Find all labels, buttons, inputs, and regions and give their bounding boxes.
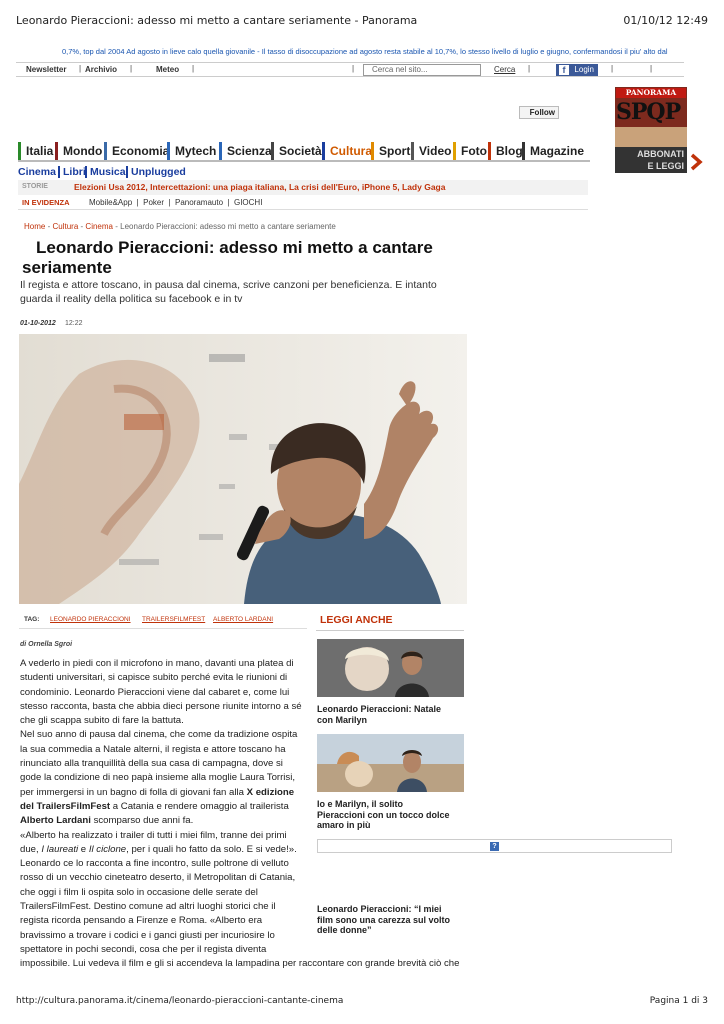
body-text-run: due, [20,843,42,855]
related-article-link[interactable] [317,704,467,725]
body-text-run: scomparso due anni fa. [90,815,194,827]
body-line: rinunciato alla tranquillità della sua casa di campagna, dove si [20,758,283,770]
storie-links: Elezioni Usa 2012, Intercettazioni: una piaga italiana, La crisi dell'Euro, iPhone 5, Lady Gaga [74,182,446,192]
nav-blog[interactable]: Blog [488,142,523,160]
body-bold-run: X edizione [246,786,295,798]
storie-link[interactable]: La crisi dell'Euro [288,182,358,192]
evidenza-link[interactable]: Panoramauto [174,198,224,207]
breadcrumb [24,222,336,231]
related-title-line: Pieraccioni con un tocco dolce [317,809,450,820]
article-date: 01-10-2012 [20,320,56,327]
article-title [22,238,472,278]
related-article-link[interactable] [317,904,467,936]
chevron-right-icon[interactable] [689,153,703,171]
separator: | [352,64,355,73]
separator: | [611,64,614,73]
nav-mondo[interactable]: Mondo [55,142,102,160]
ad-cta-line2: E LEGGI [647,161,684,171]
body-italic-run: Il ciclone [88,843,127,855]
separator: | [192,64,195,73]
body-line: bravissimo a trovare i codici e i ganci giusti per incuriosire lo [20,929,275,941]
subnav-unplugged[interactable]: Unplugged [126,166,186,178]
body-text-run: a Catania e rendere omaggio al trailerista [110,800,289,812]
nav-economia[interactable]: Economia [104,142,169,160]
print-footer-page: Pagina 1 di 3 [649,996,708,1006]
body-text-run: , per i quali ho fatto da solo. E si vede!». [126,843,297,855]
separator: | [528,64,531,73]
body-italic-run: I laureati [41,843,79,855]
nav-italia[interactable]: Italia [18,142,53,160]
related-article-link[interactable] [317,799,467,831]
print-footer-url: http://cultura.panorama.it/cinema/leonardo-pieraccioni-cantante-cinema [16,996,344,1006]
breadcrumb-cinema[interactable]: Cinema [85,222,113,231]
nav-scienza[interactable]: Scienza [219,142,272,160]
breadcrumb-separator: - [80,222,84,231]
facebook-login-button[interactable] [556,64,598,76]
article-tags [19,612,307,629]
tags-label: TAG: [24,616,40,623]
article-subtitle-line2: guarda il reality della politica su facebook e in tv [20,293,243,305]
body-line: Nel suo anno di pausa dal cinema, che come da tradizione ospita [20,729,298,741]
storie-row [18,180,588,195]
magazine-ad[interactable] [615,87,687,173]
news-ticker[interactable]: 0,7%, top dal 2004 Ad agosto in lieve calo quella giovanile - Il tasso di disoccupazione ad agosto resta stabile al 10,7%, lo stesso livello di luglio e giugno, confermandosi il piu' alto dal [62,47,668,56]
search-input[interactable]: Cerca nel sito... [363,64,481,76]
archivio-link[interactable]: Archivio [85,65,118,74]
article-subtitle [20,278,472,306]
storie-label: STORIE [22,183,48,190]
in-evidenza-row [18,196,588,210]
body-line: impossibile. Lui vedeva il film e gli si accendeva la lampadina per raccontare con grande brevità ciò che [20,958,460,970]
leggi-anche-divider [316,630,464,631]
body-text-run: per immergersi in un bagno di folla di giovani fan alla [20,786,247,798]
body-text-run: e [78,843,89,855]
tag-link[interactable]: ALBERTO LARDANI [213,616,274,623]
tag-link[interactable]: LEONARDO PIERACCIONI [50,616,131,623]
follow-button[interactable]: Follow [519,106,559,119]
ad-cta [615,147,687,173]
body-line: che gli scappa subito di fare la battuta. [20,715,184,727]
body-line: condominio. Leonardo Pieraccioni viene dal cabaret e, come lui [20,686,290,698]
ad-logo: PANORAMA [616,88,686,98]
search-button[interactable]: Cerca [494,65,516,74]
nav-magazine[interactable]: Magazine [522,142,584,160]
login-label: Login [574,65,594,74]
in-evidenza-label: IN EVIDENZA [22,198,70,207]
body-line: regista ricorda pensando a Firenze e Roma. «Alberto era [20,915,263,927]
article-subtitle-line1: Il regista e attore toscano, in pausa dal cinema, scrive canzoni per beneficienza. E intanto [20,279,437,291]
related-title-line: amaro in più [317,820,371,830]
evidenza-link[interactable]: GIOCHI [233,198,263,207]
subnav-libri[interactable]: Libri [58,166,86,178]
article-byline: di Ornella Sgroi [20,641,73,648]
newsletter-link[interactable]: Newsletter [26,65,67,74]
related-title-line: delle donne” [317,925,372,935]
body-line: rosso di un vecchio cineteatro deserto, il Metropolitan di Catania, [20,872,296,884]
storie-link[interactable]: iPhone 5 [361,182,398,192]
article-time: 12:22 [65,320,83,327]
body-line: gode la condizione di neo papà insieme alla moglie Laura Torrisi, [20,772,296,784]
separator: | [650,64,653,73]
related-thumbnail[interactable] [317,639,464,697]
print-header-title: Leonardo Pieraccioni: adesso mi metto a cantare seriamente - Panorama [16,14,418,27]
nav-mytech[interactable]: Mytech [167,142,216,160]
body-line: TrailersFilmFest. Destino comune ad altri luoghi storici che il [20,901,276,913]
in-evidenza-links: Mobile&App | Poker | Panoramauto | GIOCHI [89,198,263,207]
article-title-line1: Leonardo Pieraccioni: adesso mi metto a cantare [36,238,433,257]
body-line: A vederlo in piedi con il microfono in mano, davanti una platea di [20,658,294,669]
leggi-anche-title: LEGGI ANCHE [320,614,393,626]
nav-video[interactable]: Video [411,142,451,160]
facebook-icon: f [559,65,569,75]
body-line: Leonardo ce lo racconta a fine incontro, sulle poltrone di velluto [20,858,289,870]
related-title-line: con Marilyn [317,714,368,725]
body-bold-run: Alberto Lardani [20,815,91,827]
breadcrumb-current: Leonardo Pieraccioni: adesso mi metto a cantare seriamente [120,222,336,231]
related-title-line: Leonardo Pieraccioni: Natale [317,704,442,714]
separator: | [130,64,133,73]
help-icon[interactable]: ? [490,842,499,851]
storie-link[interactable]: Lady Gaga [402,182,446,192]
nav-foto[interactable]: Foto [453,142,487,160]
breadcrumb-home[interactable]: Home [24,222,46,231]
subnav-cinema[interactable]: Cinema [18,166,56,178]
related-title-line: Leonardo Pieraccioni: “I miei [317,904,442,914]
nav-cultura[interactable]: Cultura [322,142,372,160]
meteo-link[interactable]: Meteo [156,65,180,74]
breadcrumb-separator: - [47,222,51,231]
print-header-date: 01/10/12 12:49 [623,14,708,27]
ad-cover-art [615,127,687,147]
storie-link[interactable]: Intercettazioni: una piaga italiana [150,182,285,192]
tag-link[interactable]: TRAILERSFILMFEST [142,616,206,623]
ad-headline: SPQP [616,99,681,125]
ad-cta-line1: ABBONATI [637,149,684,159]
body-line: studenti universitari, si capisce subito perché evita le riunioni di [20,672,288,684]
related-title-line: film sono una carezza sul volto [317,914,451,925]
article-title-line2: seriamente [22,258,112,277]
body-bold-run: del TrailersFilmFest [20,800,111,812]
top-utility-bar [16,62,684,77]
evidenza-link[interactable]: Mobile&App [89,198,133,207]
related-title-line: Io e Marilyn, il solito [317,799,404,809]
body-line: stesso racconta, basta che abbia dieci persone riunite intorno a sé [20,700,302,712]
body-line: che oggi i film li ospita solo in occasione delle serate del [20,886,258,898]
nav-divider [18,160,590,162]
body-line: la sua commedia a Natale alterni, il regista e attore toscano ha [20,743,286,755]
body-line: spettatore in pochi secondi, cosa che per il regista diventa [20,943,267,955]
nav-societa[interactable]: Società [271,142,322,160]
body-line: «Alberto ha realizzato i trailer di tutti i miei film, tranne dei primi [20,829,287,841]
nav-sport[interactable]: Sport [371,142,410,160]
subnav-musica[interactable]: Musica [85,166,126,178]
storie-link[interactable]: Elezioni Usa 2012 [74,182,146,192]
hero-photo [19,334,467,604]
breadcrumb-separator: - [115,222,118,231]
separator: | [79,64,82,73]
related-thumbnail[interactable] [317,734,464,792]
breadcrumb-cultura[interactable]: Cultura [52,222,79,231]
evidenza-link[interactable]: Poker [143,198,165,207]
